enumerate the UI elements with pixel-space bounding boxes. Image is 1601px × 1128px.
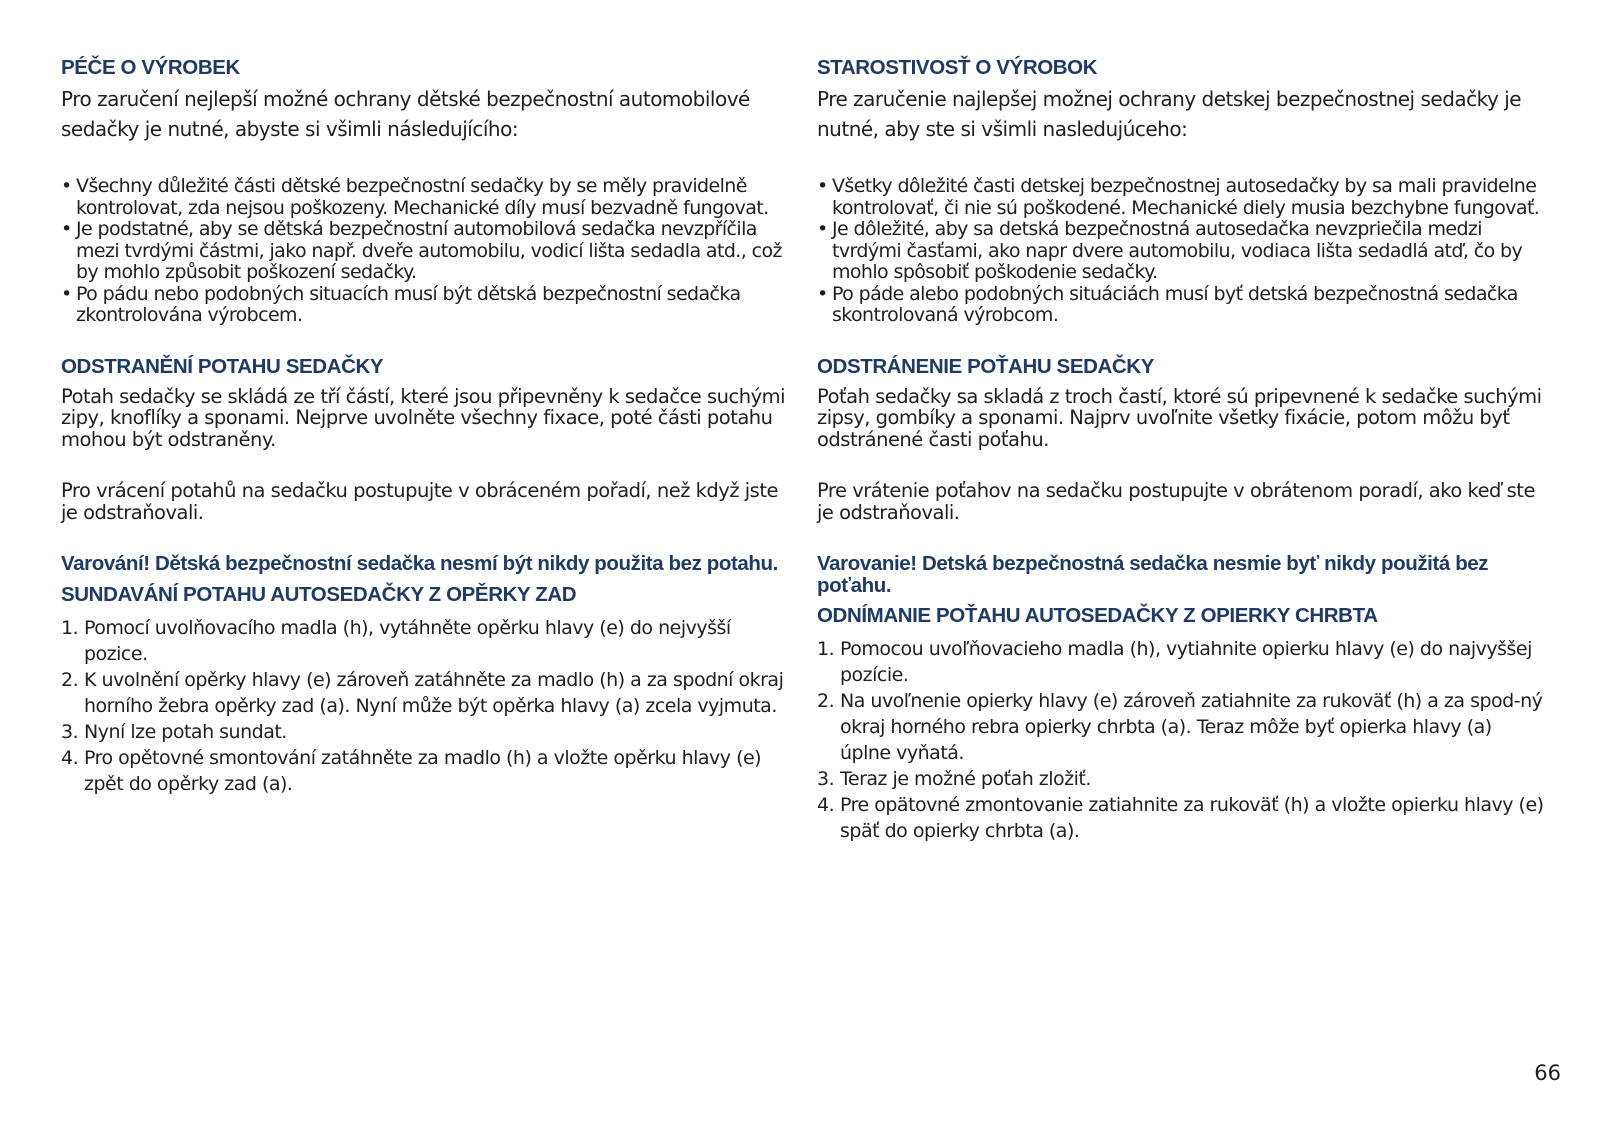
care-bullet-list xyxy=(61,176,796,327)
step-item xyxy=(817,636,1547,688)
backrest-steps-list xyxy=(61,615,796,797)
step-item xyxy=(61,745,796,797)
care-bullet: • Je podstatné, aby se dětská bezpečnostní automobilová sedačka nevzpříčila mezi tvrdými částmi, jako např. dveře automobilu, vodicí lišta sedadla atd., což by mohlo způsobit poškození sedačky. xyxy=(61,219,796,284)
step-number: 4. xyxy=(817,794,835,816)
step-number: 2. xyxy=(817,690,835,712)
care-heading: PÉČE O VÝROBEK xyxy=(61,56,240,79)
step-text: K uvolnění opěrky hlavy (e) zároveň zatáhněte za madlo (h) a za spodní okraj horního žebra opěrky zad (a). Nyní může být opěrka hlavy (a) zcela vyjmuta. xyxy=(84,668,784,717)
step-text: Pomocí uvolňovacího madla (h), vytáhněte opěrku hlavy (e) do nejvyšší pozice. xyxy=(84,616,731,665)
step-item xyxy=(817,792,1547,844)
care-bullet: • Po pádu nebo podobných situacích musí být dětská bezpečnostní sedačka zkontrolována výrobcem. xyxy=(61,284,796,327)
step-text: Teraz je možné poťah zložiť. xyxy=(840,768,1091,790)
step-item xyxy=(817,688,1547,766)
cover-paragraph: Potah sedačky se skládá ze tří částí, které jsou připevněny k sedačce suchými zipy, knoflíky a sponami. Nejprve uvolněte všechny fixace, poté části potahu mohou být odstraněny. xyxy=(61,384,786,451)
step-item xyxy=(61,615,796,667)
step-text: Pre opätovné zmontovanie zatiahnite za rukoväť (h) a vložte opierku hlavy (e) späť do opierky chrbta (a). xyxy=(840,794,1544,842)
step-text: Pomocou uvoľňovacieho madla (h), vytiahnite opierku hlavy (e) do najvyššej pozície. xyxy=(840,638,1532,686)
backrest-steps-list xyxy=(817,636,1547,844)
care-heading: STAROSTIVOSŤ O VÝROBOK xyxy=(817,56,1098,79)
step-text: Nyní lze potah sundat. xyxy=(84,720,287,743)
cover-removal-heading: ODSTRANĚNÍ POTAHU SEDAČKY xyxy=(61,354,384,378)
step-item xyxy=(817,766,1547,792)
care-bullet: • Všetky dôležité časti detskej bezpečnostnej autosedačky by sa mali pravidelne kontrolovať, či nie sú poškodené. Mechanické diely musia bezchybne fungovať. xyxy=(817,176,1547,219)
care-intro: Pre zaručenie najlepšej možnej ochrany detskej bezpečnostnej sedačky je nutné, aby ste si všimli nasledujúceho: xyxy=(817,87,1522,141)
left-column-czech xyxy=(61,56,796,797)
cover-paragraph: Poťah sedačky sa skladá z troch častí, ktoré sú pripevnené k sedačke suchými zipsy, gombíky a sponami. Najprv uvoľnite všetky fixácie, potom môžu byť odstránené časti poťahu. xyxy=(817,384,1542,451)
care-bullet: • Po páde alebo podobných situáciách musí byť detská bezpečnostná sedačka skontrolovaná výrobcom. xyxy=(817,284,1547,327)
warning-text: Varování! Dětská bezpečnostní sedačka nesmí být nikdy použita bez potahu. xyxy=(61,552,778,575)
backrest-cover-heading: SUNDAVÁNÍ POTAHU AUTOSEDAČKY Z OPĚRKY ZAD xyxy=(61,582,577,606)
step-number: 3. xyxy=(817,768,835,790)
care-bullet: • Všechny důležité části dětské bezpečnostní sedačky by se měly pravidelně kontrolovat, zda nejsou poškozeny. Mechanické díly musí bezvadně fungovat. xyxy=(61,176,796,219)
step-number: 3. xyxy=(61,720,79,743)
step-number: 2. xyxy=(61,668,79,691)
care-intro: Pro zaručení nejlepší možné ochrany dětské bezpečnostní automobilové sedačky je nutné, abyste si všimli následujícího: xyxy=(61,87,750,141)
step-number: 1. xyxy=(817,638,835,660)
cover-removal-heading: ODSTRÁNENIE POŤAHU SEDAČKY xyxy=(817,354,1154,378)
step-item xyxy=(61,719,796,745)
step-number: 4. xyxy=(61,746,79,769)
care-bullet: • Je dôležité, aby sa detská bezpečnostná autosedačka nevzpriečila medzi tvrdými časťami, ako napr dvere automobilu, vodiaca lišta sedadlá atď, čo by mohlo spôsobiť poškodenie sedačky. xyxy=(817,219,1547,284)
care-bullet-list xyxy=(817,176,1547,327)
step-item xyxy=(61,667,796,719)
backrest-cover-heading: ODNÍMANIE POŤAHU AUTOSEDAČKY Z OPIERKY CHRBTA xyxy=(817,604,1378,627)
step-number: 1. xyxy=(61,616,79,639)
step-text: Pro opětovné smontování zatáhněte za madlo (h) a vložte opěrku hlavy (e) zpět do opěrky zad (a). xyxy=(84,746,762,795)
right-column-slovak xyxy=(817,56,1547,844)
warning-text: Varovanie! Detská bezpečnostná sedačka nesmie byť nikdy použitá bez poťahu. xyxy=(817,552,1489,597)
step-text: Na uvoľnenie opierky hlavy (e) zároveň zatiahnite za rukoväť (h) a za spod-ný okraj horného rebra opierky chrbta (a). Teraz môže byť opierka hlavy (a) úplne vyňatá. xyxy=(840,690,1543,764)
page-number: 66 xyxy=(1534,1061,1561,1085)
cover-reinstall-paragraph: Pre vrátenie poťahov na sedačku postupujte v obrátenom poradí, ako keď ste je odstraňovali. xyxy=(817,479,1535,524)
cover-reinstall-paragraph: Pro vrácení potahů na sedačku postupujte v obráceném pořadí, než když jste je odstraňovali. xyxy=(61,479,778,524)
